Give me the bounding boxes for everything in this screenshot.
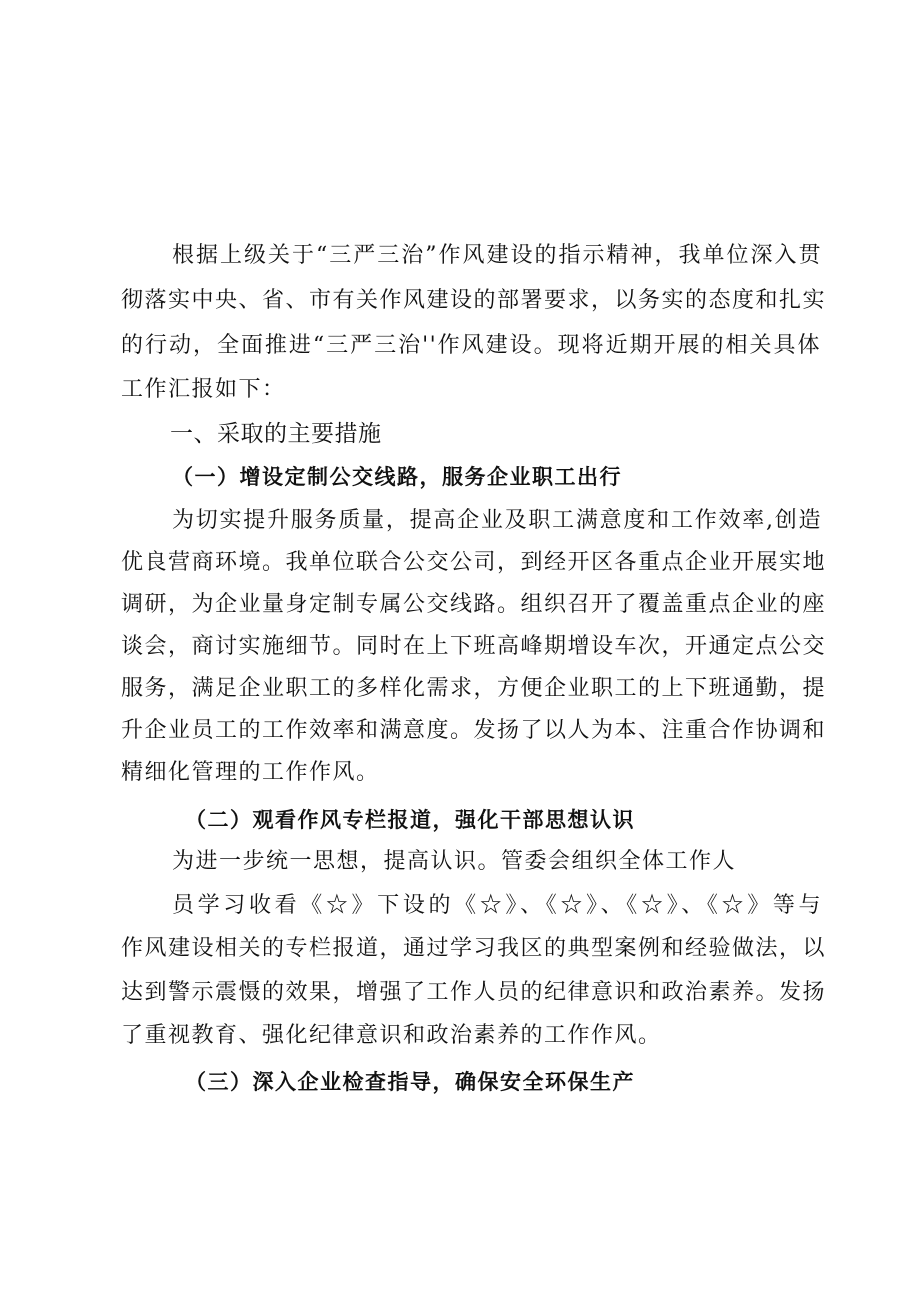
sub1-line-5: 服务，满足企业职工的多样化需求，方便企业职工的上下班通勤，提	[121, 676, 827, 701]
sub1-line-1: 为切实提升服务质量，提高企业及职工满意度和工作效率,创造	[172, 508, 822, 533]
subsection-title-1: （一）增设定制公交线路，服务企业职工出行	[172, 465, 622, 489]
intro-line-1: 根据上级关于“三严三治”作风建设的指示精神，我单位深入贯	[172, 243, 822, 268]
sub2-line-4: 达到警示震慑的效果，增强了工作人员的纪律意识和政治素养。发扬	[121, 980, 827, 1005]
sub1-line-6: 升企业员工的工作效率和满意度。发扬了以人为本、注重合作协调和	[121, 718, 827, 743]
subsection-title-2: （二）观看作风专栏报道，强化干部思想认识	[185, 808, 635, 832]
sub2-line-1: 为进一步统一思想，提高认识。管委会组织全体工作人	[172, 849, 737, 874]
sub1-line-4: 谈会，商讨实施细节。同时在上下班高峰期增设车次，开通定点公交	[121, 634, 827, 659]
sub2-line-5: 了重视教育、强化纪律意识和政治素养的工作作风。	[121, 1023, 662, 1048]
intro-line-4: 工作汇报如下：	[121, 377, 286, 402]
sub1-line-7: 精细化管理的工作作风。	[121, 760, 380, 785]
intro-line-2: 彻落实中央、省、市有关作风建设的部署要求，以务实的态度和扎实	[121, 288, 827, 313]
sub2-line-3: 作风建设相关的专栏报道，通过学习我区的典型案例和经验做法，以	[121, 936, 827, 961]
subsection-title-3: （三）深入企业检查指导，确保安全环保生产	[185, 1070, 635, 1094]
sub1-line-3: 调研，为企业量身定制专属公交线路。组织召开了覆盖重点企业的座	[121, 592, 827, 617]
sub2-line-2: 员学习收看《☆》下设的《☆》、《☆》、《☆》、《☆》等与	[172, 893, 822, 918]
sub1-line-2: 优良营商环境。我单位联合公交公司，到经开区各重点企业开展实地	[121, 550, 827, 575]
intro-line-3: 的行动，全面推进“三严三治''作风建设。现将近期开展的相关具体	[121, 333, 821, 358]
section-title-measures: 一、采取的主要措施	[170, 421, 382, 447]
